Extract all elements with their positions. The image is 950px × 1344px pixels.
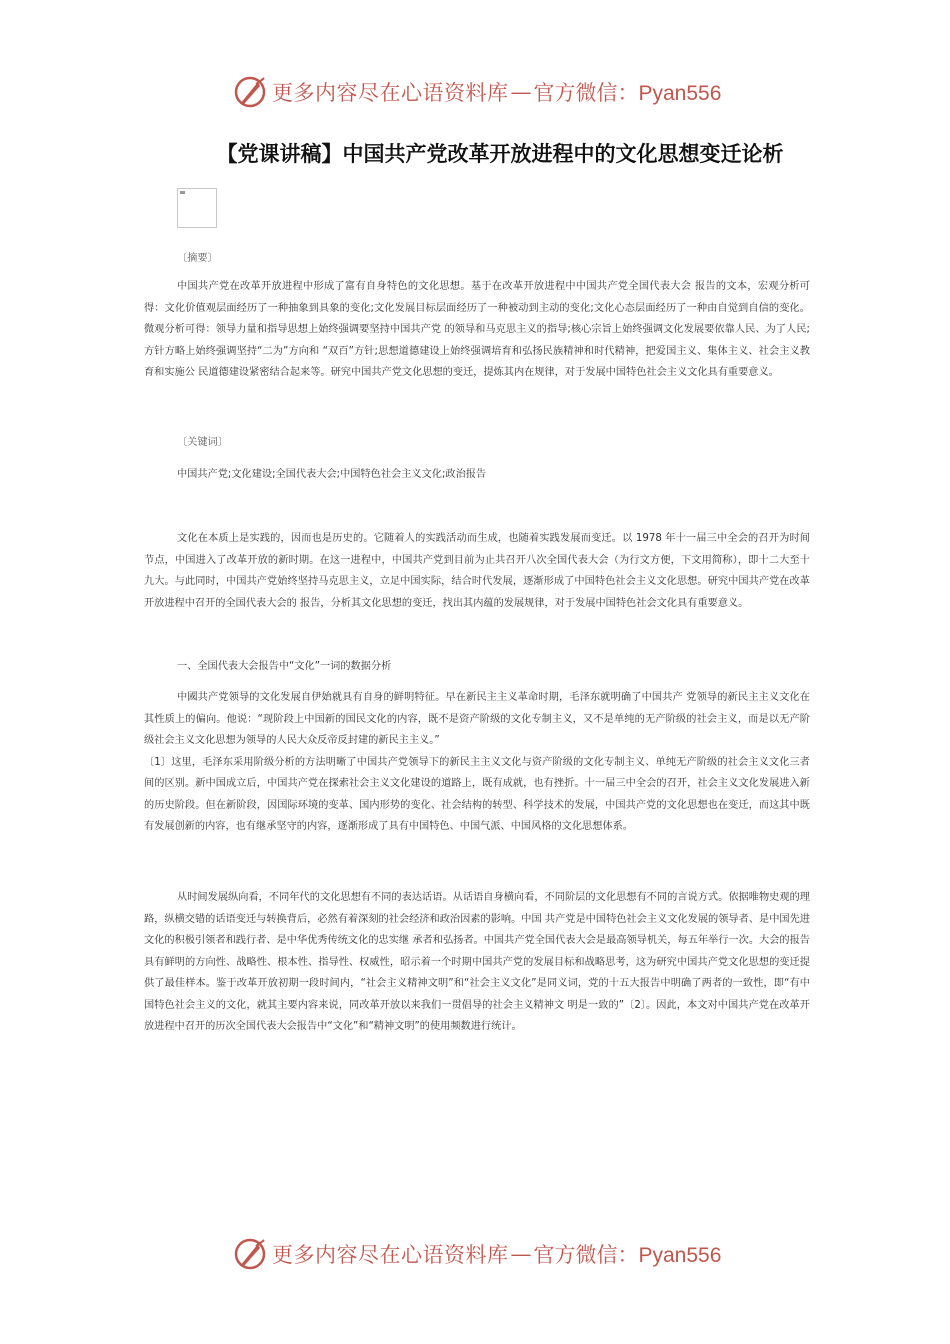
intro-block: [144, 528, 810, 614]
banner-text: 更多内容尽在心语资料库: [272, 81, 509, 105]
keywords-label: 〔关键词〕: [177, 437, 228, 448]
banner-contact: 官方微信：Pyan556: [533, 82, 722, 105]
abstract-label: 〔摘要〕: [177, 253, 218, 264]
body-paragraph-3: 从时间发展纵向看，不同年代的文化思想有不同的表达话语。从话语自身横向看，不同阶层的文化思想有不同的言说方式。依据唯物史观的理路，纵横交错的话语变迁与转换背后，必然有着深刻的社会经济和政治因素的影响。中国 共产党是中国特色社会主义文化发展的领导者、是中国先进文化的积极引领者和践行者、是中华优秀传统文化的忠实继 承者和弘扬者。中国共产党全国代表大会是最高领导机关，每五年举行一次。大会的报告具有鲜明的方向性、战略性、根本性、指导性、权威性，昭示着一个时期中国共产党的发展目标和战略思考，这为研究中国共产党文化思想的变迁提供了最佳样本。鉴于改革开放初期一段时间内，“社会主义精神文明”和“社会主义文化”是同义词，党的十五大报告中明确了两者的一致性，即“有中国特色社会主义的文化，就其主要内容来说，同改革开放以来我们一贯倡导的社会主义精神文 明是一致的”〔2〕。因此，本文对中国共产党在改革开放进程中召开的历次全国代表大会报告中“文化”和“精神文明”的使用频数进行统计。: [144, 892, 810, 1032]
image-placeholder: [177, 188, 217, 228]
abstract-block: [144, 276, 810, 384]
page-title: 【党课讲稿】中国共产党改革开放进程中的文化思想变迁论析: [216, 142, 784, 166]
footer-banner: [232, 1234, 721, 1274]
quill-logo-icon: [232, 74, 268, 110]
header-banner: [232, 72, 721, 112]
body-block-1: [144, 687, 810, 838]
body-block-2: [144, 887, 810, 1038]
banner-separator: —: [510, 80, 532, 104]
banner-separator: —: [510, 1242, 532, 1266]
section-heading: 一、全国代表大会报告中“文化”一词的数据分析: [177, 661, 392, 672]
broken-image-icon: [180, 191, 185, 194]
intro-text: 文化在本质上是实践的，因而也是历史的。它随着人的实践活动而生成，也随着实践发展而变迁。以 1978 年十一届三中全会的召开为时间节点，中国进入了改革开放的新时期。在这一进程中，中国共产党到目前为止共召开八次全国代表大会（为行文方便，下文用简称），即十二大至十九大。与此同时，中国共产党始终坚持马克思主义，立足中国实际，结合时代发展，逐渐形成了中国特色社会主义文化思想。研究中国共产党在改革开放进程中召开的全国代表大会的 报告，分析其文化思想的变迁，找出其内蕴的发展规律，对于发展中国特色社会文化具有重要意义。: [144, 533, 810, 609]
abstract-text: 中国共产党在改革开放进程中形成了富有自身特色的文化思想。基于在改革开放进程中中国共产党全国代表大会 报告的文本，宏观分析可得：文化价值观层面经历了一种抽象到具象的变化;文化发展目标层面经历了一种被动到主动的变化;文化心态层面经历了一种由自觉到自信的变化。微观分析可得：领导力量和指导思想上始终强调要坚持中国共产党 的领导和马克思主义的指导;核心宗旨上始终强调文化发展要依靠人民、为了人民;方针方略上始终强调坚持“二为”方向和 “双百”方针;思想道德建设上始终强调培育和弘扬民族精神和时代精神，把爱国主义、集体主义、社会主义教育和实施公 民道德建设紧密结合起来等。研究中国共产党文化思想的变迁，提炼其内在规律，对于发展中国特色社会主义文化具有重要意义。: [144, 281, 810, 378]
banner-text: 更多内容尽在心语资料库: [272, 1243, 509, 1267]
banner-contact: 官方微信：Pyan556: [533, 1244, 722, 1267]
body-paragraph-1: 中國共产党领导的文化发展自伊始就具有自身的鲜明特征。早在新民主主义革命时期，毛泽东就明确了中国共产 党领导的新民主主义文化在其性质上的偏向。他说：“现阶段上中国新的国民文化的内容，既不是资产阶级的文化专制主义，又不是单纯的无产阶级的社会主义，而是以无产阶级社会主义文化思想为领导的人民大众反帝反封建的新民主主义。”: [144, 692, 810, 746]
quill-logo-icon: [232, 1236, 268, 1272]
body-paragraph-2: 〔1〕这里，毛泽东采用阶级分析的方法明晰了中国共产党领导下的新民主主义文化与资产阶级的文化专制主义、单纯无产阶级的社会主义文化三者间的区别。新中国成立后，中国共产党在探索社会主义文化建设的道路上，既有成就，也有挫折。十一届三中全会的召开，社会主义文化发展进入新的历史阶段。但在新阶段，因国际环境的变革、国内形势的变化、社会结构的转型、科学技术的发展，中国共产党的文化思想也在变迁，而这其中既有发展创新的内容，也有继承坚守的内容，逐渐形成了具有中国特色、中国气派、中国风格的文化思想体系。: [144, 756, 810, 832]
keywords-text: 中国共产党;文化建设;全国代表大会;中国特色社会主义文化;政治报告: [177, 469, 487, 480]
